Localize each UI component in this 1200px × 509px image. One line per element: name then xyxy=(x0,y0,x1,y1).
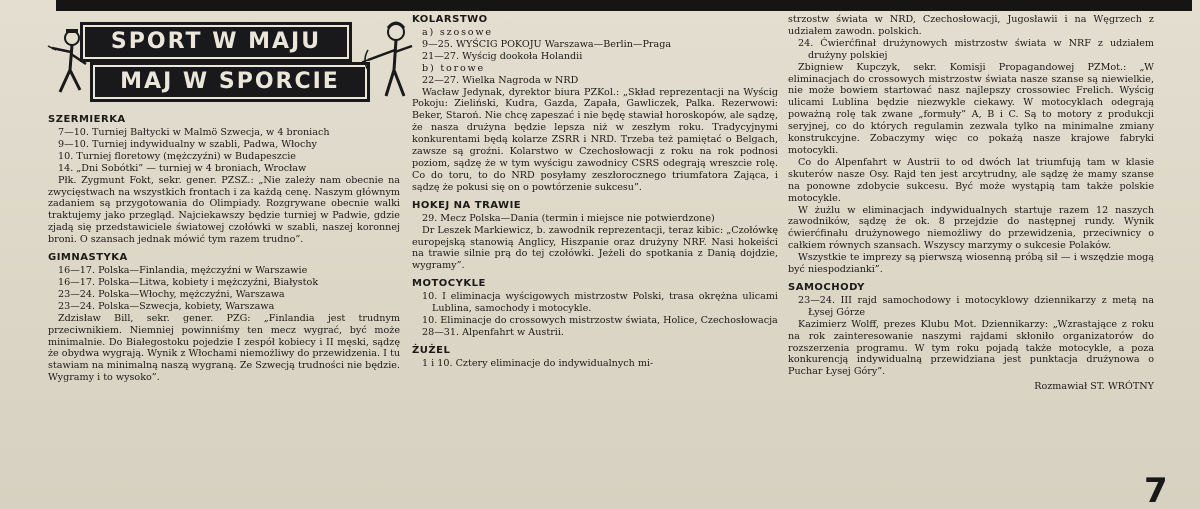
list-item: 10. I eliminacja wyścigowych mistrzostw Polski, trasa okrężna ulicami Lublina, samochody i motocykle. xyxy=(422,291,778,315)
list-item: 28—31. Alpenfahrt w Austrii. xyxy=(422,326,564,338)
interview-paragraph: Wacław Jedynak, dyrektor biura PZKol.: „Skład reprezentacji na Wyścig Pokoju: Zieliński, Kudra, Gazda, Zapała, Gawliczek, Palka. Rezerwowi: Beker, Staroń. Nie chcę zapeszać i nie będę stawiał horoskopów, ale sądzę, że nasza drużyna będzie lepsza niż w zeszłym roku. Tradycyjnymi konkurentami będą kolarze ZSRR i NRD. Trzeba też pamiętać o Belgach, zawsze są groźni. Kolarstwo w Czechosłowacji z roku na rok podnosi poziom, sądzę że w tym wyścigu zawodnicy CSRS odegrają wreszcie rolę. Co do toru, to do NRD posyłamy zeszłorocznego triumfatora Zająca, i sądzę że pokusi się on o powtórzenie sukcesu”. xyxy=(412,86,778,193)
interview-paragraph: Dr Leszek Markiewicz, b. zawodnik reprezentacji, teraz kibic: „Czołówkę europejską stanowią Anglicy, Hiszpanie oraz drużyny NRF. Nasi hokeiści na trawie silnie prą do tej czołówki. Jeżeli do spotkania z Danią dojdzie, wygramy”. xyxy=(412,224,778,272)
interview-paragraph: W żużlu w eliminacjach indywidualnych startuje razem 12 naszych zawodników, sądzę że ok. 8 przejdzie do następnej rundy. Wynik ćwierćfinału drużynowego niemożliwy do przewidzenia, przeciwnicy o całkiem równych szansach. Wszyscy marzymy o sukcesie Polaków. xyxy=(788,204,1154,252)
section-heading-samochody: SAMOCHODY xyxy=(788,281,865,293)
list-item: 9—10. Turniej indywidualny w szabli, Padwa, Włochy xyxy=(58,138,317,150)
list-item: 10. Eliminacje do crossowych mistrzostw świata, Holice, Czechosłowacja xyxy=(422,315,778,327)
title-banner xyxy=(48,14,432,110)
banner-title-line1: SPORT W MAJU xyxy=(80,22,352,62)
archer-figure-icon xyxy=(360,20,420,100)
interview-paragraph: Wszystkie te imprezy są pierwszą wiosenną próbą sił — i wszędzie mogą być niespodzianki”. xyxy=(788,252,1154,276)
subheading-torowe: b) torowe xyxy=(422,62,486,74)
column-3 xyxy=(788,14,1154,393)
byline: Rozmawiał ST. WRÓTNY xyxy=(1034,381,1154,393)
list-item: 29. Mecz Polska—Dania (termin i miejsce nie potwierdzone) xyxy=(422,212,715,224)
interview-paragraph: Zbigniew Kupczyk, sekr. Komisji Propagandowej PZMot.: „W eliminacjach do crossowych mistrzostw świata nasze szanse są niewielkie, nie może bowiem startować nasz najlepszy crossowiec Frelich. Wyścig ulicami Lublina będzie niezwykle ciekawy. W motocyklach odegrają poważną rolę tak zwane „formuły” A, B i C. Są to motory z produkcji seryjnej, co do których regulamin zezwala tylko na minimalne zmiany konstrukcyjne. Zobaczymy więc co pokażą nasze krajowe fabryki motocykli. xyxy=(788,61,1154,156)
column-1 xyxy=(48,114,400,384)
top-rule xyxy=(56,0,1192,11)
list-item: 14. „Dni Sobótki” — turniej w 4 broniach, Wrocław xyxy=(58,162,307,174)
page-number: 7 xyxy=(1144,471,1168,509)
banner-title-line2: MAJ W SPORCIE xyxy=(90,62,370,102)
interview-paragraph: Kazimierz Wolff, prezes Klubu Mot. Dziennikarzy: „Wzrastające z roku na rok zainteresowanie naszymi rajdami skłoniło organizatorów do rozszerzenia programu. W tym roku pojadą także motocykle, a poza konkurencją indywidualną przewidziana jest punktacja drużynowa o Puchar Łysej Góry”. xyxy=(788,318,1154,378)
list-item: 1 i 10. Cztery eliminacje do indywidualnych mi- xyxy=(422,357,654,369)
list-item: 23—24. Polska—Szwecja, kobiety, Warszawa xyxy=(58,300,275,312)
list-item: 9—25. WYŚCIG POKOJU Warszawa—Berlin—Praga xyxy=(422,38,672,50)
list-item: 16—17. Polska—Litwa, kobiety i mężczyźni, Białystok xyxy=(58,276,319,288)
column-2 xyxy=(412,14,778,370)
list-item: 23—24. Polska—Włochy, mężczyźni, Warszawa xyxy=(58,288,285,300)
list-item: 24. Ćwierćfinał drużynowych mistrzostw świata w NRF z udziałem drużyny polskiej xyxy=(798,37,1154,61)
section-heading-zuzel: ŻUŻEL xyxy=(412,344,451,356)
list-item: 21—27. Wyścig dookoła Holandii xyxy=(422,50,583,62)
section-heading-szermierka: SZERMIERKA xyxy=(48,114,126,125)
section-heading-hokej: HOKEJ NA TRAWIE xyxy=(412,199,522,211)
list-item: 10. Turniej floretowy (mężczyźni) w Budapeszcie xyxy=(58,150,296,162)
list-item: 7—10. Turniej Bałtycki w Malmö Szwecja, w 4 broniach xyxy=(58,127,330,138)
section-heading-motocykle: MOTOCYKLE xyxy=(412,278,486,290)
interview-paragraph: Co do Alpenfahrt w Austrii to od dwóch lat triumfują tam w klasie skuterów nasze Osy. Rajd ten jest arcytrudny, ale sądzę że mamy szanse na ponowne zdobycie sukcesu. Być może wystąpią tam także polskie motocykle. xyxy=(788,156,1154,204)
list-item: 16—17. Polska—Finlandia, mężczyźni w Warszawie xyxy=(58,265,308,277)
continued-text: strzostw świata w NRD, Czechosłowacji, Jugosławii i na Węgrzech z udziałem zawodn. polskich. xyxy=(788,14,1154,37)
interview-paragraph: Płk. Zygmunt Fokt, sekr. gener. PZSZ.: „Nie zależy nam obecnie na zwycięstwach na wszystkich frontach i za każdą cenę. Naszym głównym zadaniem są przygotowania do Olimpiady. Rozgrywane obecnie walki traktujemy jako przegląd. Najciekawszy będzie turniej w Padwie, gdzie zjadą się przedstawiciele światowej czołówki w szabli, naszej koronnej broni. O szansach jednak mówić tym razem trudno”. xyxy=(48,174,400,246)
section-heading-kolarstwo: KOLARSTWO xyxy=(412,14,488,25)
section-heading-gimnastyka: GIMNASTYKA xyxy=(48,252,128,264)
subheading-szosowe: a) szosowe xyxy=(422,27,493,38)
list-item: 22—27. Wielka Nagroda w NRD xyxy=(422,74,579,86)
interview-paragraph: Zdzisław Bill, sekr. gener. PZG: „Finlandia jest trudnym przeciwnikiem. Niemniej powinniśmy ten mecz wygrać, być może minimalnie. Do Białegostoku pojedzie I zespół kobiecy i II męski, sądzę że obydwa wygrają. Wynik z Włochami niemożliwy do przewidzenia. I tu stawiam na minimalną naszą wygraną. Ze Szwecją trudności nie będzie. Wygramy i to wysoko”. xyxy=(48,312,400,384)
list-item: 23—24. III rajd samochodowy i motocyklowy dziennikarzy z metą na Łysej Górze xyxy=(798,294,1154,318)
